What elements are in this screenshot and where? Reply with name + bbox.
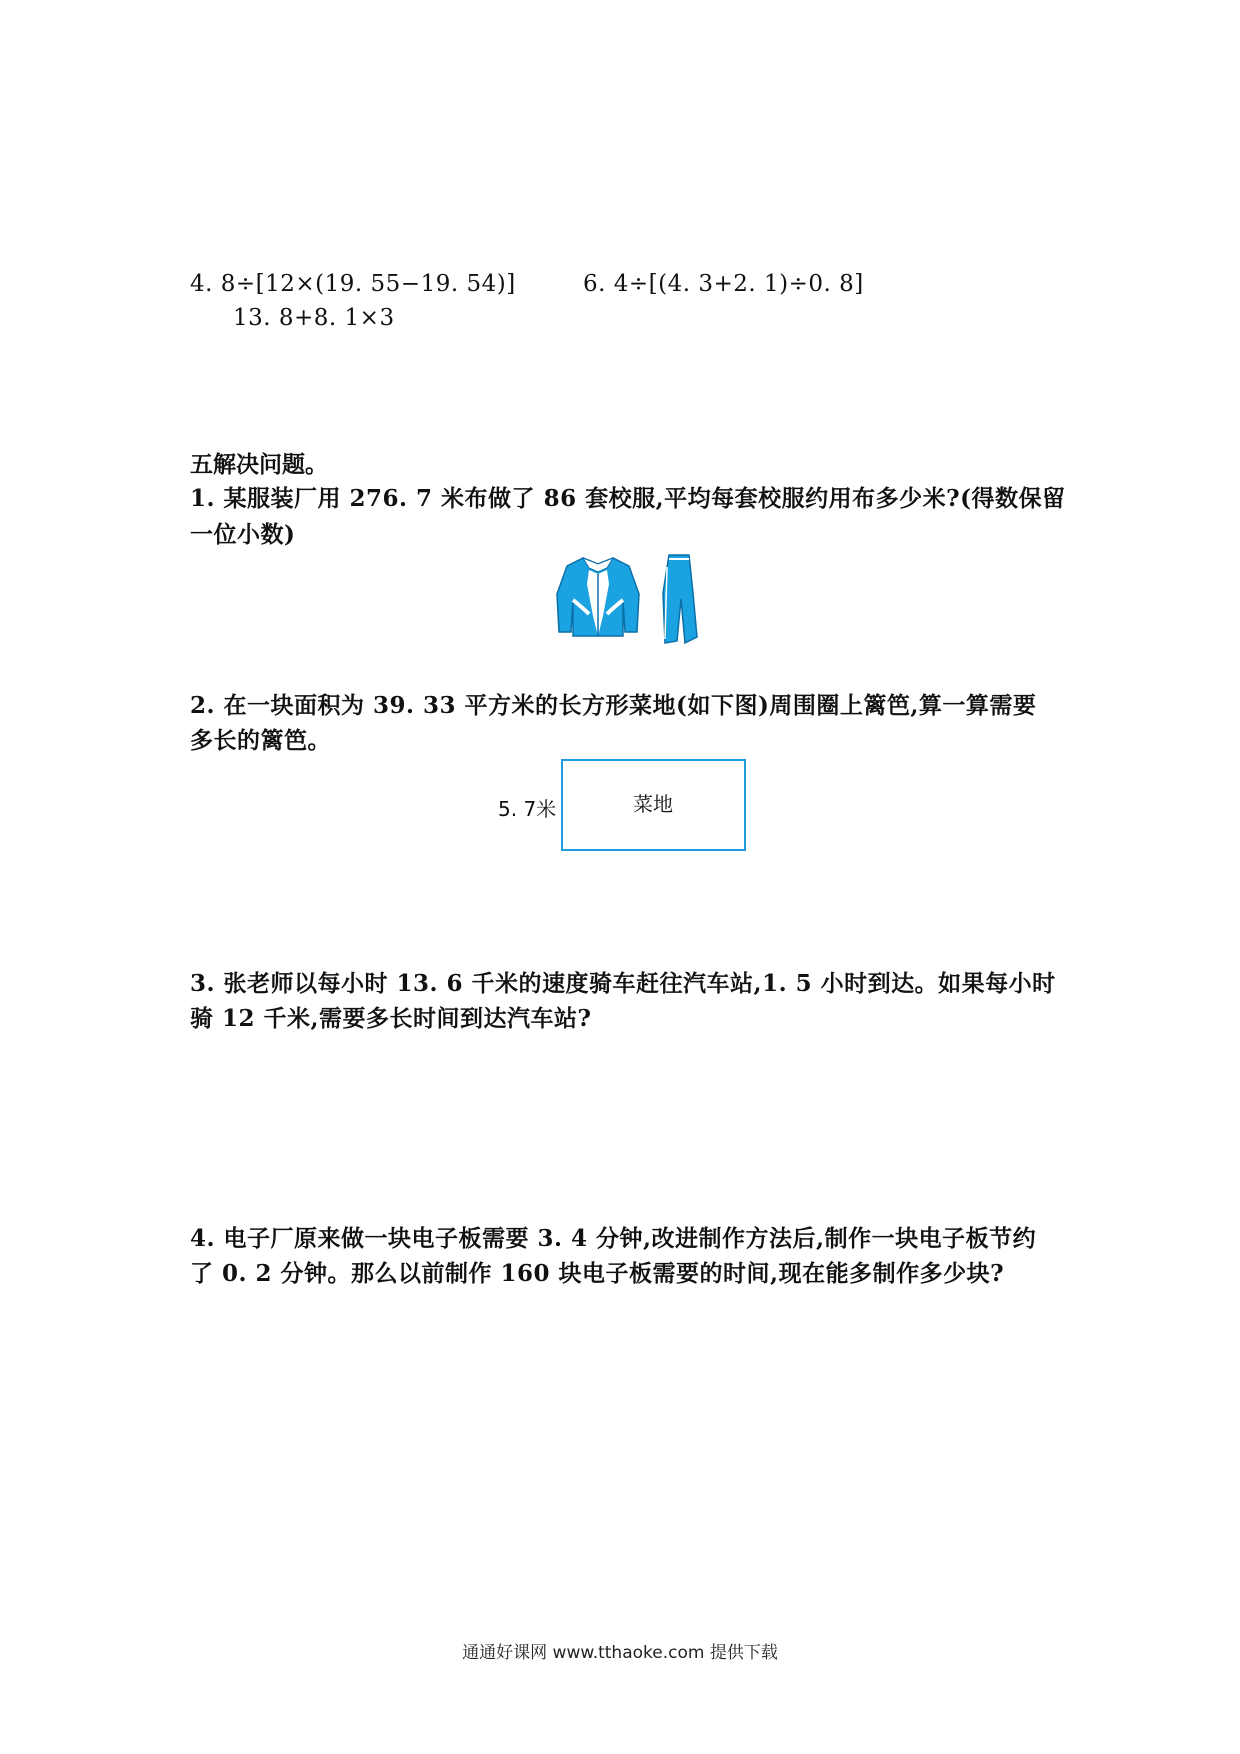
field-inner-label: 菜地 <box>633 792 673 816</box>
section-heading: 五解决问题。 <box>190 451 328 478</box>
calc-expression-2: 6. 4÷[(4. 3+2. 1)÷0. 8] <box>583 271 864 297</box>
question-4-line-1: 4. 电子厂原来做一块电子板需要 3. 4 分钟,改进制作方法后,制作一块电子板节约 <box>190 1225 1037 1252</box>
calc-expression-3: 13. 8+8. 1×3 <box>233 305 395 331</box>
field-side-label: 5. 7米 <box>498 797 557 821</box>
question-2-line-1: 2. 在一块面积为 39. 33 平方米的长方形菜地(如下图)周围圈上篱笆,算一算需要 <box>190 692 1037 719</box>
jacket-illustration <box>553 554 643 638</box>
question-1-line-2: 一位小数) <box>190 521 296 548</box>
question-2-line-2: 多长的篱笆。 <box>190 727 331 754</box>
question-3-line-1: 3. 张老师以每小时 13. 6 千米的速度骑车赶往汽车站,1. 5 小时到达。如果每小时 <box>190 970 1056 997</box>
page-footer: 通通好课网 www.tthaoke.com 提供下载 <box>462 1643 778 1663</box>
question-4-line-2: 了 0. 2 分钟。那么以前制作 160 块电子板需要的时间,现在能多制作多少块? <box>190 1260 1005 1287</box>
pants-illustration <box>659 553 699 645</box>
question-3-line-2: 骑 12 千米,需要多长时间到达汽车站? <box>190 1005 592 1032</box>
calc-expression-1: 4. 8÷[12×(19. 55−19. 54)] <box>190 271 516 297</box>
question-1-line-1: 1. 某服装厂用 276. 7 米布做了 86 套校服,平均每套校服约用布多少米?(得数保留 <box>190 485 1066 512</box>
